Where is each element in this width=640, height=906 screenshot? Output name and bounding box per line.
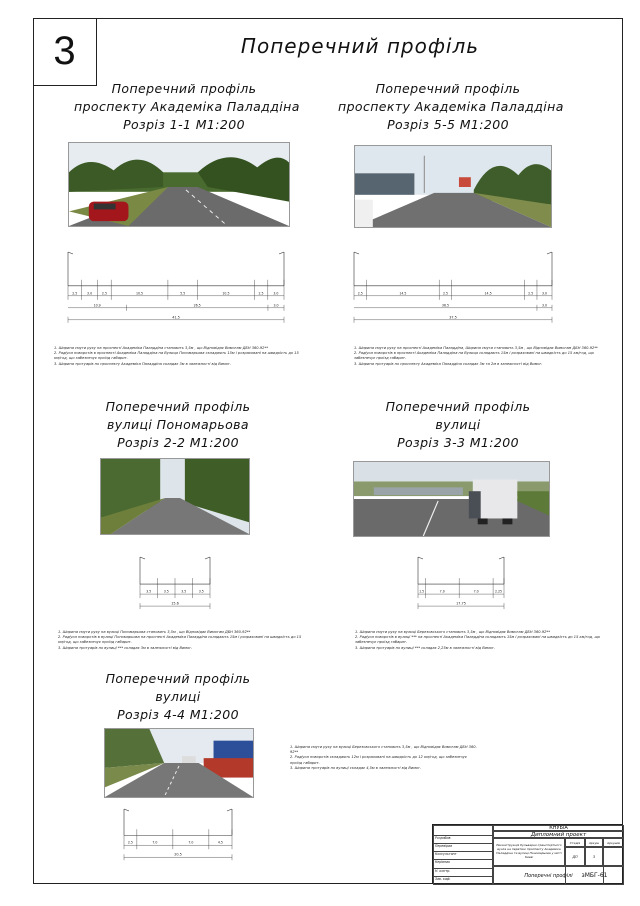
sheets-label: Аркушів [603,838,624,847]
note-line: 1. Ширина смуги руху на вулиці Березовського становить 3,5м , що Відповідає Вимогам ДБН 360-92** [355,630,551,634]
dimension-label: 26.5 [193,303,201,308]
dimension-label: 3.5 [163,589,169,594]
profile-1-1-photo [68,142,290,227]
title-block [432,824,623,884]
profile-1-1-notes [54,346,300,367]
heading-line: Поперечний профіль [375,81,521,96]
lamp-arm [279,252,284,254]
role-label: Н. контр. [434,869,492,877]
heading-line: вулиці [155,689,201,704]
note-line: 3. Ширина тротуарів по вулиці *** складає 3м в залежності від Вимог. [58,645,193,650]
note-line: 1. Ширина смуги руху на вулиці Березовського становить 3,5м , що Відповідає Вимогам ДБН 360-92** [290,745,477,755]
project-type: Дипломний проект [493,831,624,838]
profile-5-5-heading [338,80,564,134]
dimension-label: 3.0 [541,303,548,308]
heading-line: вулиці Пономарьова [107,417,249,432]
lamp-arm [354,252,359,254]
note-line: 3. Ширина тротуарів по вулиці *** складає 2,25м в залежності від Вимог. [355,645,495,650]
cross-section-drawing [348,248,558,338]
project-description: Реконструкція бульварно-транспортного вузла на перетині проспекту Академіка Паладдіна та вулиці Пономарьова у місті Києві [493,838,565,866]
profile-4-4-heading [78,670,278,724]
signature-table [433,825,493,885]
role-label: Консультант [434,852,492,860]
note-line: 1. Ширина смуги руху на проспекті Академіка Паладдіна становить 3,5м , що Відповідає Вимогам ДБН 360-92** [54,346,269,350]
cross-section-drawing [118,805,238,877]
dimension-label: 1.5 [419,589,425,594]
note-line: 1. Ширина смуги руху на вулиці Пономарьова становить 3,5м , що Відповідає Вимогам ДБН 360-92** [58,630,251,634]
dimension-label: 2.5 [72,291,78,296]
dimension-label: 2.5 [101,291,107,296]
sheet-value: 3 [585,847,603,866]
note-line: 1. Ширина смуги руху на проспекті Академіка Паладдіна, Ширина смуги становить 3,5м , що Відповідає Вимогам ДБН 360-92** [354,346,598,350]
heading-line: проспекту Академіка Паладдіна [338,99,564,114]
dimension-label: 2.25 [494,589,503,594]
profile-4-4-photo [104,728,254,798]
heading-line: вулиці [435,417,481,432]
dimension-label: 7.0 [188,840,194,845]
heading-line: Поперечний профіль [105,399,251,414]
dimension-label: 3.0 [87,291,93,296]
dimension-label: 7.0 [439,589,445,594]
note-line: 2. Радіуси поворотів в проспекті Академіка Паладдіна на Вулиця складають 15м і розраховані на швидкість до 15 км/год, що забезпечує проїзд габарит. [354,351,595,361]
heading-line: Поперечний профіль [105,671,251,686]
dimension-label: 3.5 [181,589,187,594]
profile-2-2-heading [78,398,278,452]
lamp-arm [547,252,552,254]
profile-1-1-heading [74,80,300,134]
dimension-total-label: 17.75 [456,601,466,606]
note-line: 2. Радіуси поворотів в вулиці Пономарьова на проспекті Академіка Паладдіна складають 15м і розраховані на швидкість до 15 км/год, що забезпечує проїзд габарит. [58,635,302,645]
role-label: Зав. каф. [435,876,451,881]
dimension-label: 10.5 [222,291,230,296]
cross-section-drawing [134,553,216,627]
dimension-label: 2.5 [127,840,133,845]
cross-section-drawing [412,553,510,627]
sheets-value [603,847,624,866]
note-line: 3. Ширина тротуарів по вулиці складає 4,5м в залежності від Вимог. [290,765,422,770]
role-label: Перевірив [434,844,492,852]
dimension-total-label: 20.5 [174,852,182,857]
note-line: 2. Радіуси поворотів складають 12м і розраховані на швидкість до 12 км/год, що забезпечує проїзд габарит. [290,755,467,765]
lamp-arm [68,252,73,254]
profile-5-5-notes [354,346,604,367]
dimension-label: 36.5 [441,303,450,308]
role-label: Керівник [434,860,492,868]
dimension-label: 14.5 [484,291,492,296]
profile-3-3-photo [353,461,550,537]
profile-2-2-photo [100,458,250,535]
profile-4-4-notes [290,745,480,771]
note-line: 2. Радіуси поворотів в проспекті Академіка Паладдіна на Вулиця Пономарьова складають 15м і розраховані на швидкість до 15 км/год, що забезпечує проїзд габарит. [54,351,299,361]
dimension-label: 3.0 [273,303,279,308]
dimension-label: 3.0 [541,291,548,296]
page-title: Поперечний профіль [240,34,480,58]
dimension-label: 2.5 [528,291,534,296]
dimension-total-label: 15.6 [171,601,179,606]
stage-label: Стадія [565,838,585,847]
heading-line: Розріз 2-2 М1:200 [117,435,239,450]
lamp-arm [124,809,129,811]
dimension-label: 2.5 [357,291,363,296]
sheet-number: 3 [33,18,97,86]
dimension-label: 3.5 [146,589,152,594]
dimension-label: 3.5 [198,589,204,594]
dimension-total-label: 37.5 [449,315,457,320]
dimension-label: 4.5 [217,840,223,845]
profile-2-2-notes [58,630,308,651]
dimension-label: 10.9 [93,303,101,308]
stage-value: ДП [565,847,585,866]
heading-line: Розріз 5-5 М1:200 [387,117,509,132]
cross-section-drawing [62,248,290,338]
profile-5-5-photo [354,145,552,228]
dimension-label: 7.0 [152,840,158,845]
dimension-label: 10.5 [135,291,144,296]
dimension-label: 2.5 [258,291,264,296]
sheet-label: Аркуш [585,838,603,847]
heading-line: Поперечний профіль [111,81,257,96]
heading-line: Розріз 3-3 М1:200 [397,435,519,450]
lamp-arm [418,557,423,559]
profile-3-3-notes [355,630,605,651]
group-code: зМБГ-61 [565,866,624,885]
note-line: 2. Радіуси поворотів в вулиці *** на проспекті Академіка Паладдіна складають 15м і розраховані на швидкість до 15 км/год, що забезпечує проїзд габарит. [355,635,601,645]
role-label: Розробив [434,836,492,844]
lamp-arm [227,809,232,811]
dimension-label: 2.5 [442,291,449,296]
dimension-label: 7.0 [473,589,479,594]
heading-line: Розріз 4-4 М1:200 [117,707,239,722]
lamp-arm [499,557,504,559]
dimension-label: 5.5 [180,291,186,296]
dimension-total-label: 41.5 [172,315,180,320]
note-line: 3. Ширина тротуарів по проспекту Академіка Паладдіна складає 3м в залежності від Вимог. [54,361,231,366]
dimension-label: 3.0 [273,291,279,296]
lamp-arm [140,557,145,559]
lamp-arm [205,557,210,559]
dimension-label: 14.5 [399,291,407,296]
heading-line: проспекту Академіка Паладдіна [74,99,300,114]
sheet-title: Поперечні профілі [493,866,604,885]
note-line: 3. Ширина тротуарів по проспекту Академіка Паладдіна складає 3м та 2м в залежності від Вимог. [354,361,543,366]
heading-line: Поперечний профіль [385,399,531,414]
profile-3-3-heading [358,398,558,452]
heading-line: Розріз 1-1 М1:200 [123,117,245,132]
organization: КНУБіА [493,825,624,831]
